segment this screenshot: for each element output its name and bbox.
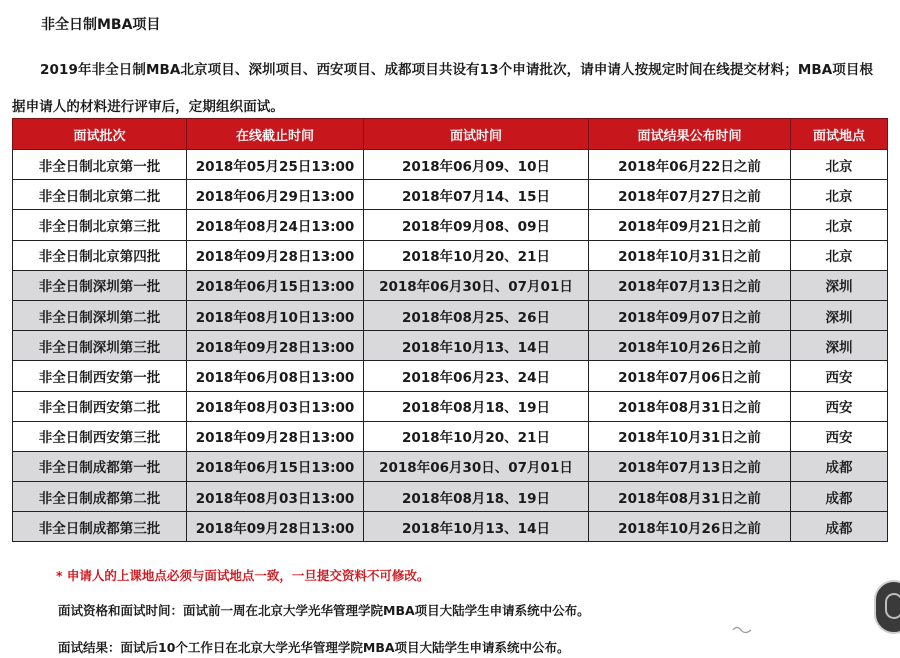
cell-result-time: 2018年06月22日之前 (589, 150, 791, 180)
cell-interview-time: 2018年07月14、15日 (364, 180, 589, 210)
cell-location: 北京 (791, 240, 888, 270)
cell-batch: 非全日制深圳第二批 (13, 300, 187, 330)
cell-deadline: 2018年09月28日13:00 (187, 512, 364, 542)
cell-batch: 非全日制深圳第三批 (13, 331, 187, 361)
cell-result-time: 2018年10月26日之前 (589, 331, 791, 361)
cell-result-time: 2018年10月31日之前 (589, 240, 791, 270)
cell-batch: 非全日制北京第三批 (13, 210, 187, 240)
table-row (13, 180, 888, 210)
note-interview-result: 面试结果：面试后10个工作日在北京大学光华管理学院MBA项目大陆学生申请系统中公布。 (58, 640, 570, 655)
table-body (13, 150, 888, 542)
cell-deadline: 2018年09月28日13:00 (187, 331, 364, 361)
cell-location: 成都 (791, 512, 888, 542)
table-row (13, 451, 888, 481)
cell-batch: 非全日制北京第一批 (13, 150, 187, 180)
note-interview-qualification: 面试资格和面试时间：面试前一周在北京大学光华管理学院MBA项目大陆学生申请系统中公布。 (58, 603, 590, 618)
scribble-mark-icon (731, 624, 753, 636)
cell-batch: 非全日制深圳第一批 (13, 270, 187, 300)
cell-deadline: 2018年06月15日13:00 (187, 270, 364, 300)
cell-location: 西安 (791, 361, 888, 391)
table-row (13, 361, 888, 391)
table-row (13, 210, 888, 240)
cell-result-time: 2018年07月13日之前 (589, 451, 791, 481)
warning-note: * 申请人的上课地点必须与面试地点一致，一旦提交资料不可修改。 (56, 568, 430, 583)
cell-batch: 非全日制成都第二批 (13, 482, 187, 512)
table-row (13, 421, 888, 451)
table-row (13, 150, 888, 180)
cell-batch: 非全日制西安第三批 (13, 421, 187, 451)
cell-location: 西安 (791, 421, 888, 451)
cell-batch: 非全日制西安第二批 (13, 391, 187, 421)
cell-result-time: 2018年10月31日之前 (589, 421, 791, 451)
cell-location: 北京 (791, 210, 888, 240)
cell-deadline: 2018年06月29日13:00 (187, 180, 364, 210)
table-row (13, 240, 888, 270)
table-row (13, 300, 888, 330)
cell-deadline: 2018年05月25日13:00 (187, 150, 364, 180)
table-row (13, 512, 888, 542)
cell-deadline: 2018年09月28日13:00 (187, 240, 364, 270)
cell-result-time: 2018年07月27日之前 (589, 180, 791, 210)
cell-result-time: 2018年09月21日之前 (589, 210, 791, 240)
cell-interview-time: 2018年10月20、21日 (364, 421, 589, 451)
cell-deadline: 2018年06月15日13:00 (187, 451, 364, 481)
cell-batch: 非全日制成都第三批 (13, 512, 187, 542)
cell-interview-time: 2018年10月20、21日 (364, 240, 589, 270)
cell-interview-time: 2018年10月13、14日 (364, 331, 589, 361)
cell-location: 深圳 (791, 300, 888, 330)
cell-location: 成都 (791, 451, 888, 481)
cell-interview-time: 2018年09月08、09日 (364, 210, 589, 240)
cell-interview-time: 2018年06月23、24日 (364, 361, 589, 391)
cell-result-time: 2018年09月07日之前 (589, 300, 791, 330)
table-row (13, 270, 888, 300)
table-row (13, 482, 888, 512)
cell-interview-time: 2018年08月18、19日 (364, 482, 589, 512)
header-location: 面试地点 (791, 119, 888, 150)
intro-paragraph: 2019年非全日制MBA北京项目、深圳项目、西安项目、成都项目共设有13个申请批次，请申请人按规定时间在线提交材料；MBA项目根据申请人的材料进行评审后，定期组织面试。 (12, 62, 874, 115)
cell-interview-time: 2018年08月25、26日 (364, 300, 589, 330)
cell-deadline: 2018年08月10日13:00 (187, 300, 364, 330)
cell-location: 北京 (791, 180, 888, 210)
cell-interview-time: 2018年06月09、10日 (364, 150, 589, 180)
cell-deadline: 2018年08月03日13:00 (187, 391, 364, 421)
header-batch: 面试批次 (13, 119, 187, 150)
cell-batch: 非全日制北京第二批 (13, 180, 187, 210)
cell-deadline: 2018年08月24日13:00 (187, 210, 364, 240)
cell-location: 成都 (791, 482, 888, 512)
cell-deadline: 2018年08月03日13:00 (187, 482, 364, 512)
table-row (13, 391, 888, 421)
cell-interview-time: 2018年10月13、14日 (364, 512, 589, 542)
header-deadline: 在线截止时间 (187, 119, 364, 150)
cell-location: 深圳 (791, 270, 888, 300)
cell-location: 北京 (791, 150, 888, 180)
cell-result-time: 2018年08月31日之前 (589, 391, 791, 421)
page-title: 非全日制MBA项目 (41, 17, 161, 33)
cell-deadline: 2018年09月28日13:00 (187, 421, 364, 451)
header-interview-time: 面试时间 (364, 119, 589, 150)
cell-deadline: 2018年06月08日13:00 (187, 361, 364, 391)
schedule-table (12, 118, 888, 542)
cell-result-time: 2018年08月31日之前 (589, 482, 791, 512)
cell-interview-time: 2018年08月18、19日 (364, 391, 589, 421)
cell-result-time: 2018年10月26日之前 (589, 512, 791, 542)
cell-location: 深圳 (791, 331, 888, 361)
side-float-button-icon[interactable] (874, 580, 900, 634)
cell-batch: 非全日制成都第一批 (13, 451, 187, 481)
cell-batch: 非全日制西安第一批 (13, 361, 187, 391)
cell-interview-time: 2018年06月30日、07月01日 (364, 270, 589, 300)
table-header-row (13, 119, 888, 150)
cell-location: 西安 (791, 391, 888, 421)
cell-interview-time: 2018年06月30日、07月01日 (364, 451, 589, 481)
cell-batch: 非全日制北京第四批 (13, 240, 187, 270)
table-row (13, 331, 888, 361)
header-result-time: 面试结果公布时间 (589, 119, 791, 150)
cell-result-time: 2018年07月13日之前 (589, 270, 791, 300)
cell-result-time: 2018年07月06日之前 (589, 361, 791, 391)
